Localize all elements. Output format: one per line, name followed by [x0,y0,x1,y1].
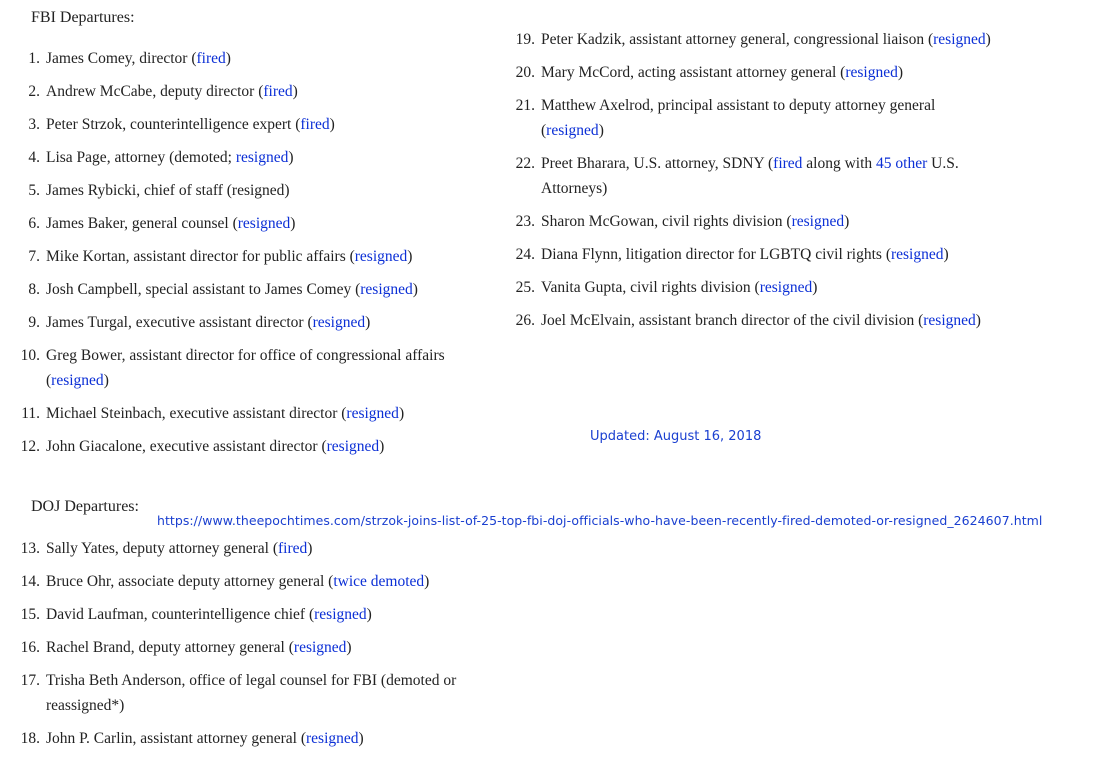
item-text: ( [46,372,52,389]
item-text: ) [398,405,405,422]
item-text: ) [407,248,413,265]
status-link[interactable]: resigned [354,248,408,265]
item-line [541,60,903,85]
item-line [46,211,295,236]
item-text: David Laufman, counterintelligence chief ( [46,606,315,623]
item-number: 23. [515,213,535,230]
item-text: ( [541,122,547,139]
item-number: 20. [515,64,535,81]
item-line [46,726,364,751]
item-text: ) [346,639,352,656]
status-link[interactable]: resigned [546,122,599,139]
item-number: 8. [28,281,40,298]
status-link[interactable]: resigned [326,438,380,455]
item-number: 21. [515,97,535,114]
item-text: Andrew McCabe, deputy director ( [46,83,264,100]
item-text: John P. Carlin, assistant attorney general ( [46,730,307,747]
item-text: Greg Bower, assistant director for office of congressional affairs [46,347,445,364]
item-number: 5. [28,182,40,199]
status-link[interactable]: resigned [759,279,813,296]
status-link[interactable]: fired [196,50,226,67]
item-text: Attorneys) [541,180,608,197]
status-link[interactable]: resigned [923,312,976,329]
status-link[interactable]: resigned [360,281,413,298]
item-line [541,242,949,267]
item-text: ) [985,31,991,48]
item-number: 2. [28,83,40,100]
item-text: Peter Kadzik, assistant attorney general, congressional liaison ( [541,31,934,48]
item-number: 9. [28,314,40,331]
status-link[interactable]: resigned [845,64,898,81]
item-number: 26. [515,312,535,329]
item-text: ) [103,372,109,389]
status-link[interactable]: resigned [346,405,399,422]
source-link[interactable]: https://www.theepochtimes.com/strzok-joins-list-of-25-top-fbi-doj-officials-who-have-been-recently-fired-demoted-or-resigned_2624607.html [157,513,1043,528]
item-line-continued [541,118,604,143]
item-text: Rachel Brand, deputy attorney general ( [46,639,294,656]
item-line [46,434,384,459]
item-text: James Baker, general counsel ( [46,215,238,232]
item-number: 17. [20,672,40,689]
item-text: Bruce Ohr, associate deputy attorney general ( [46,573,334,590]
item-text: Lisa Page, attorney (demoted; [46,149,236,166]
item-text: Matthew Axelrod, principal assistant to deputy attorney general [541,97,936,114]
item-text: ) [225,50,231,67]
item-text: Sally Yates, deputy attorney general ( [46,540,279,557]
item-text: James Rybicki, chief of staff (resigned) [46,182,290,199]
item-line [46,310,370,335]
item-text: Preet Bharara, U.S. attorney, SDNY ( [541,155,774,172]
item-number: 6. [28,215,40,232]
item-line [46,602,372,627]
status-link[interactable]: resigned [51,372,104,389]
item-text: U.S. [927,155,959,172]
status-link[interactable]: resigned [933,31,986,48]
item-number: 16. [20,639,40,656]
item-line-continued [46,693,124,718]
item-line [46,145,294,170]
status-link[interactable]: resigned [890,246,944,263]
item-text: ) [812,279,818,296]
status-link[interactable]: resigned [314,606,367,623]
item-text: Joel McElvain, assistant branch director of the civil division ( [541,312,924,329]
item-line [46,178,290,203]
item-text: James Turgal, executive assistant director ( [46,314,313,331]
item-line-continued [541,176,607,201]
fbi-departures-heading: FBI Departures: [31,9,135,26]
item-text: ) [412,281,418,298]
item-text: ) [943,246,949,263]
item-number: 13. [20,540,40,557]
item-line [541,275,817,300]
status-link[interactable]: 45 other [876,155,928,172]
doj-departures-heading: DOJ Departures: [31,498,139,515]
status-link[interactable]: resigned [791,213,845,230]
status-link[interactable]: twice demoted [333,573,425,590]
item-text: Josh Campbell, special assistant to James Comey ( [46,281,361,298]
status-link[interactable]: resigned [235,149,289,166]
item-number: 18. [20,730,40,747]
item-text: Peter Strzok, counterintelligence expert ( [46,116,301,133]
item-line [541,209,849,234]
item-line [541,308,981,333]
item-line [46,536,312,561]
item-number: 14. [20,573,40,590]
item-line [46,277,418,302]
item-number: 10. [20,347,40,364]
item-text: ) [358,730,364,747]
updated-date: Updated: August 16, 2018 [590,429,762,444]
item-line [46,343,445,368]
item-number: 24. [515,246,535,263]
item-text: ) [424,573,430,590]
item-text: ) [975,312,981,329]
status-link[interactable]: fired [773,155,803,172]
item-number: 15. [20,606,40,623]
item-number: 7. [28,248,40,265]
status-link[interactable]: resigned [237,215,291,232]
item-number: 1. [28,50,40,67]
item-line [46,401,404,426]
item-text: ) [290,215,296,232]
item-text: ) [379,438,385,455]
status-link[interactable]: fired [300,116,330,133]
item-text: ) [365,314,371,331]
status-link[interactable]: resigned [306,730,359,747]
item-text: Mike Kortan, assistant director for public affairs ( [46,248,355,265]
item-line [541,93,935,118]
item-line [46,112,335,137]
item-line [541,151,959,176]
item-text: ) [307,540,313,557]
item-text: along with [802,155,877,172]
status-link[interactable]: fired [278,540,308,557]
item-line [46,569,429,594]
item-text: ) [844,213,850,230]
item-text: ) [598,122,604,139]
item-text: reassigned*) [46,697,125,714]
item-line [46,244,412,269]
item-line [46,79,298,104]
item-line [541,27,991,52]
status-link[interactable]: resigned [293,639,347,656]
item-line-continued [46,368,109,393]
item-text: Mary McCord, acting assistant attorney general ( [541,64,846,81]
item-text: ) [366,606,372,623]
item-line [46,635,352,660]
item-text: ) [292,83,298,100]
item-text: Sharon McGowan, civil rights division ( [541,213,792,230]
item-text: ) [329,116,335,133]
item-text: Michael Steinbach, executive assistant director ( [46,405,347,422]
item-number: 22. [515,155,535,172]
item-text: ) [288,149,294,166]
item-number: 19. [515,31,535,48]
item-number: 4. [28,149,40,166]
item-number: 3. [28,116,40,133]
item-text: John Giacalone, executive assistant director ( [46,438,327,455]
status-link[interactable]: fired [263,83,293,100]
item-number: 11. [21,405,40,422]
item-line [46,46,231,71]
status-link[interactable]: resigned [312,314,366,331]
item-text: Vanita Gupta, civil rights division ( [541,279,760,296]
item-text: ) [897,64,903,81]
item-number: 12. [20,438,40,455]
item-text: Diana Flynn, litigation director for LGBTQ civil rights ( [541,246,891,263]
item-number: 25. [515,279,535,296]
item-text: Trisha Beth Anderson, office of legal counsel for FBI (demoted or [46,672,457,689]
item-line [46,668,456,693]
item-text: James Comey, director ( [46,50,197,67]
